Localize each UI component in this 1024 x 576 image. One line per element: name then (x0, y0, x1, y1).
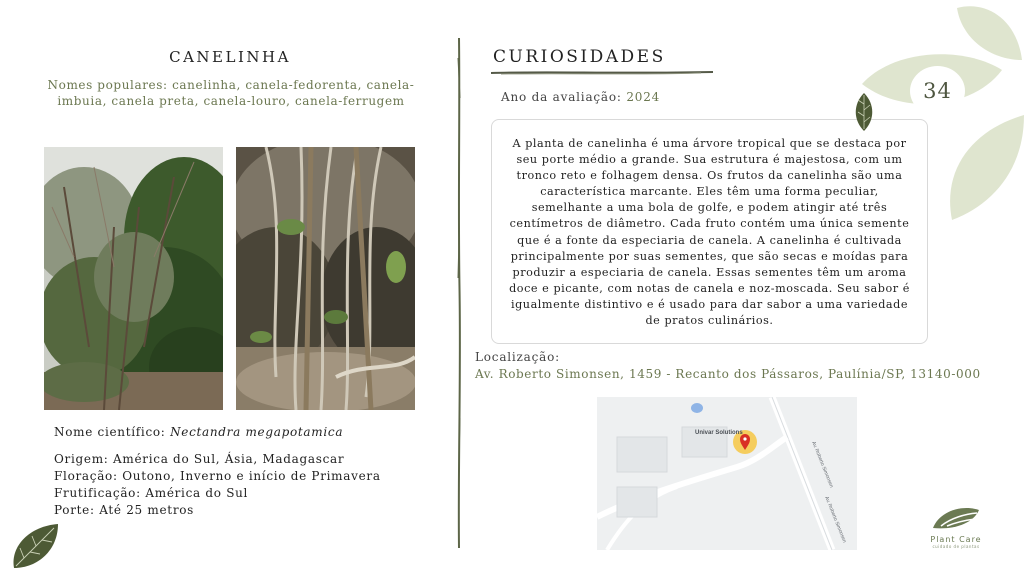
fact-origin (54, 451, 381, 468)
scientific-name: Nectandra megapotamica (170, 425, 344, 439)
popular-names-value: canelinha, canela-fedorenta, canela-imbuia, canela preta, canela-louro, canela-ferrugem (57, 78, 415, 108)
logo-tagline: cuidado de plantas (932, 544, 980, 549)
plant-photo-1 (44, 147, 223, 410)
fact-value: América do Sul, Ásia, Madagascar (113, 452, 345, 466)
fact-value: Outono, Inverno e início de Primavera (122, 469, 381, 483)
fact-size (54, 502, 381, 519)
plant-title: CANELINHA (169, 48, 291, 66)
fact-label: Floração: (54, 469, 118, 483)
fact-label: Porte: (54, 503, 95, 517)
page-number: 34 (910, 66, 965, 116)
popular-names-label: Nomes populares: (47, 78, 168, 92)
column-divider (455, 38, 463, 548)
plant-facts (54, 451, 381, 519)
map-road-label-1: Av. Roberto Simonsen (810, 440, 835, 489)
curiosities-title: CURIOSIDADES (493, 47, 666, 67)
popular-names (36, 77, 426, 109)
map-place-label: Univar Solutions (695, 430, 743, 436)
location-map[interactable] (597, 397, 857, 550)
fact-flowering (54, 468, 381, 485)
location-label: Localização: (475, 350, 560, 364)
fact-label: Origem: (54, 452, 109, 466)
fact-value: América do Sul (145, 486, 249, 500)
brand-logo (920, 504, 992, 550)
plant-photo-2 (236, 147, 415, 410)
title-underline (491, 69, 713, 77)
small-leaf-icon (853, 92, 875, 132)
logo-leaf-icon (931, 504, 981, 530)
scientific-name-label: Nome científico: (54, 425, 166, 439)
scientific-name-line (54, 425, 343, 439)
fact-value: Até 25 metros (99, 503, 195, 517)
fact-fruiting (54, 485, 381, 502)
logo-brand-name: Plant Care (930, 535, 982, 544)
evaluation-year (501, 90, 660, 104)
map-road-label-2: Av. Roberto Simonsen (823, 495, 848, 544)
year-label: Ano da avaliação: (501, 90, 622, 104)
curiosities-card: A planta de canelinha é uma árvore tropical que se destaca por seu porte médio a grande. Sua estrutura é majestosa, com um tronco reto e folhagem densa. Os frutos da canelinha são uma característica marcante. Eles têm uma forma peculiar, semelhante a uma bola de golfe, e podem atingir até três centímetros de diâmetro. Cada fruto contém uma única semente que é a fonte da especiaria de canela. A canelinha é cultivada principalmente por suas sementes, que são secas e moídas para produzir a especiaria de canela. Essas sementes têm um aroma doce e picante, com notas de canela e noz-moscada. Seu sabor é igualmente distintivo e é usado para dar sabor a uma variedade de pratos culinários. (491, 119, 928, 344)
corner-leaf-icon (10, 522, 60, 570)
fact-label: Frutificação: (54, 486, 141, 500)
location-address[interactable]: Av. Roberto Simonsen, 1459 - Recanto dos Pássaros, Paulínia/SP, 13140-000 (475, 367, 981, 381)
year-value: 2024 (626, 90, 661, 104)
